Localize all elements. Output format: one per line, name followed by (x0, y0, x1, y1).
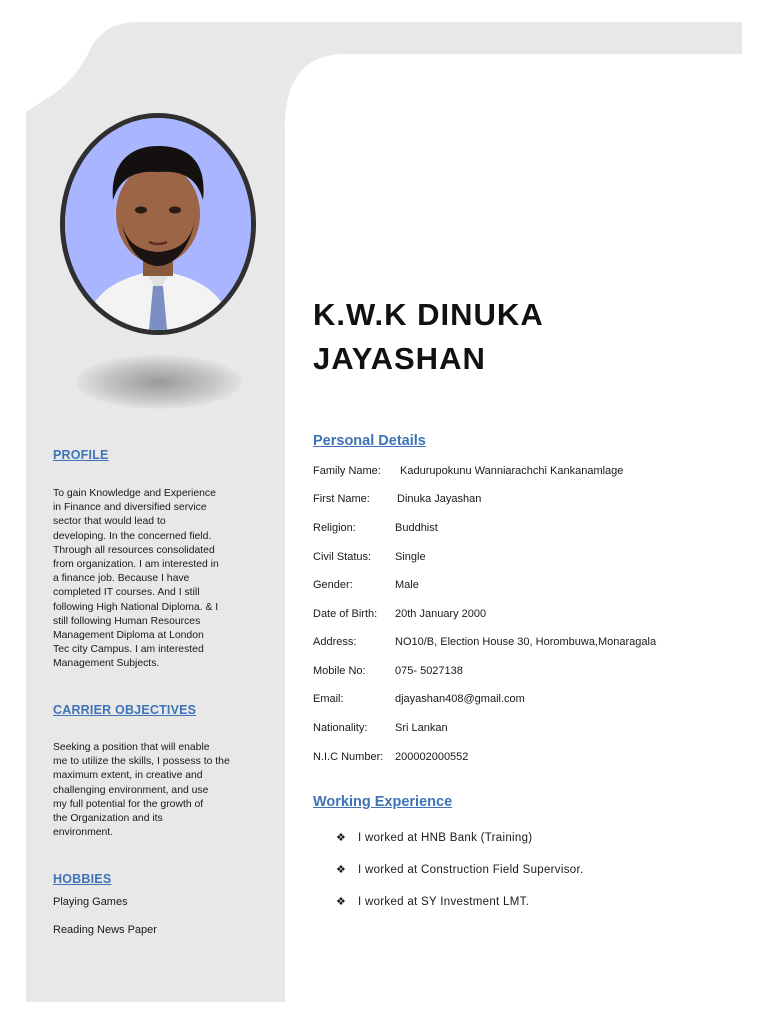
profile-photo-frame (60, 113, 256, 335)
detail-nationality: Nationality: Sri Lankan (313, 722, 448, 734)
detail-mobile: Mobile No: 075- 5027138 (313, 665, 463, 677)
detail-date-of-birth: Date of Birth: 20th January 2000 (313, 608, 487, 620)
detail-family-name: Family Name: Kadurupokunu Wanniarachchi Kankanamlage (313, 465, 624, 477)
detail-civil-status: Civil Status: Single (313, 551, 426, 563)
objectives-text: Seeking a position that will enable me to utilize the skills, I possess to the maximum extent, in creative and challenging environment, and use my full potential for the growth of the Organization and its environment. (53, 742, 230, 839)
experience-item: ❖ I worked at HNB Bank (Training) (336, 832, 533, 844)
person-portrait-icon (65, 118, 251, 330)
hobbies-heading: HOBBIES (53, 872, 112, 886)
hobby-item: Reading News Paper (53, 924, 157, 936)
candidate-name: K.W.K DINUKA JAYASHAN (313, 297, 544, 376)
detail-first-name: First Name: Dinuka Jayashan (313, 493, 482, 505)
diamond-bullet-icon: ❖ (336, 864, 347, 876)
detail-gender: Gender: Male (313, 579, 419, 591)
detail-nic-number: N.I.C Number: 200002000552 (313, 751, 469, 763)
profile-photo (65, 118, 251, 330)
profile-heading: PROFILE (53, 448, 109, 462)
hobby-item: Playing Games (53, 896, 128, 908)
personal-details-heading: Personal Details (313, 433, 426, 449)
detail-address: Address: NO10/B, Election House 30, Horombuwa,Monaragala (313, 636, 657, 648)
detail-religion: Religion: Buddhist (313, 522, 438, 534)
diamond-bullet-icon: ❖ (336, 832, 347, 844)
photo-shadow (76, 355, 242, 409)
detail-email: Email: djayashan408@gmail.com (313, 693, 525, 705)
experience-item: ❖ I worked at SY Investment LMT. (336, 896, 530, 908)
objectives-heading: CARRIER OBJECTIVES (53, 703, 197, 717)
diamond-bullet-icon: ❖ (336, 896, 347, 908)
experience-item: ❖ I worked at Construction Field Supervisor. (336, 864, 584, 876)
working-experience-heading: Working Experience (313, 794, 453, 810)
profile-text: To gain Knowledge and Experience in Finance and diversified service sector that would lead to developing. In the concerned field. Through all resources consolidated from organization. I am interested in a finance job. Because I have completed IT courses. And I still following High National Diploma. & I still following Human Resources Management Diploma at London Tec city Campus. I am interested Management Subjects. (53, 488, 219, 670)
